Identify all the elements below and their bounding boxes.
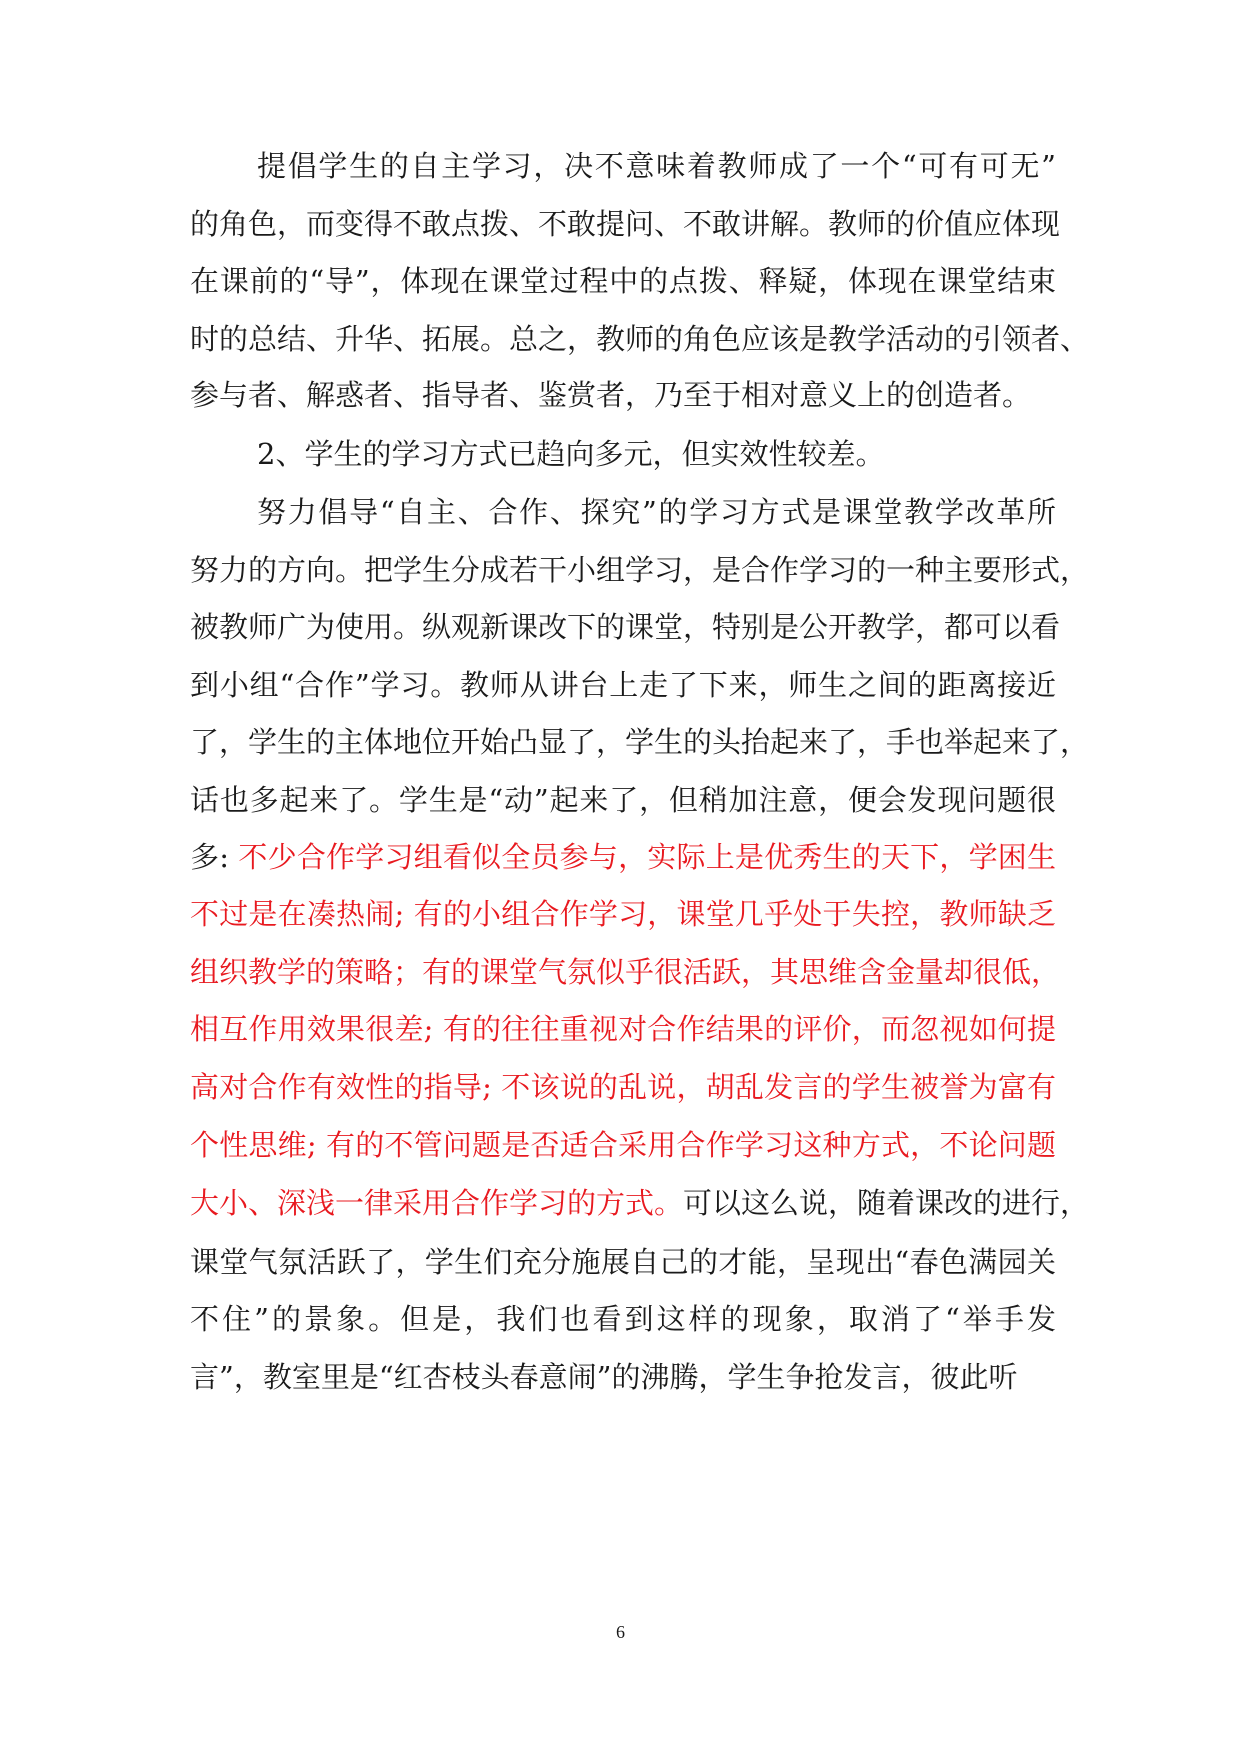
text-line: [190, 1120, 1056, 1170]
text-line: [190, 947, 1061, 997]
text-line: [190, 370, 1056, 420]
text-line: [190, 314, 1090, 364]
text-segment: 了，学生的主体地位开始凸显了，学生的头抬起来了，手也举起来了，: [190, 725, 1090, 759]
text-segment: 在课前的“导”，体现在课堂过程中的点拨、释疑，体现在课堂结束: [190, 264, 1056, 298]
text-line: [190, 545, 1090, 595]
text-segment: 时的总结、升华、拓展。总之，教师的角色应该是教学活动的引领者、: [190, 322, 1090, 356]
text-line: [190, 1237, 1056, 1287]
highlighted-text: 大小、深浅一律采用合作学习的方式。: [190, 1186, 684, 1220]
highlighted-text: 高对合作有效性的指导; 不该说的乱说，胡乱发言的学生被誉为富有: [190, 1070, 1056, 1104]
text-segment: 话也多起来了。学生是“动”起来了，但稍加注意，便会发现问题很: [190, 783, 1056, 817]
text-segment: 课堂气氛活跃了，学生们充分施展自己的才能，呈现出“春色满园关: [190, 1245, 1056, 1279]
highlighted-text: 组织教学的策略；有的课堂气氛似乎很活跃，其思维含金量却很低，: [190, 955, 1061, 989]
text-line: [190, 832, 1056, 882]
text-segment: 提倡学生的自主学习，决不意味着教师成了一个“可有可无”: [257, 149, 1056, 183]
text-segment: 可以这么说，随着课改的进行，: [683, 1186, 1090, 1220]
text-line: [257, 141, 1056, 191]
text-segment: 努力的方向。把学生分成若干小组学习，是合作学习的一种主要形式，: [190, 553, 1090, 587]
text-segment: 到小组“合作”学习。教师从讲台上走了下来，师生之间的距离接近: [190, 668, 1056, 702]
text-segment: 言”，教室里是“红杏枝头春意闹”的沸腾，学生争抢发言，彼此听: [190, 1360, 1018, 1394]
text-segment: 不住”的景象。但是，我们也看到这样的现象，取消了“举手发: [190, 1302, 1056, 1336]
text-line: [190, 889, 1056, 939]
text-line: [190, 1294, 1056, 1344]
text-line: [190, 1004, 1056, 1054]
text-line: [190, 660, 1056, 710]
text-segment: 参与者、解惑者、指导者、鉴赏者，乃至于相对意义上的创造者。: [190, 378, 1032, 412]
highlighted-text: 不少合作学习组看似全员参与，实际上是优秀生的天下，学困生: [238, 840, 1056, 874]
text-segment: 2、学生的学习方式已趋向多元，但实效性较差。: [257, 437, 885, 471]
text-line: [190, 775, 1056, 825]
highlighted-text: 不过是在凑热闹; 有的小组合作学习，课堂几乎处于失控，教师缺乏: [190, 897, 1056, 931]
text-line: [190, 1062, 1056, 1112]
text-segment: 努力倡导“自主、合作、探究”的学习方式是课堂教学改革所: [257, 495, 1056, 529]
text-line: [190, 602, 1061, 652]
text-line: [190, 717, 1090, 767]
highlighted-text: 相互作用效果很差; 有的往往重视对合作结果的评价，而忽视如何提: [190, 1012, 1056, 1046]
text-line: [190, 1178, 1090, 1228]
text-line: [190, 199, 1061, 249]
text-segment: 多:: [190, 840, 239, 874]
highlighted-text: 个性思维; 有的不管问题是否适合采用合作学习这种方式，不论问题: [190, 1128, 1056, 1162]
text-segment: 被教师广为使用。纵观新课改下的课堂，特别是公开教学，都可以看: [190, 610, 1061, 644]
text-line: [190, 1352, 1056, 1402]
text-line: [190, 256, 1056, 306]
page-number: 6: [616, 1622, 625, 1642]
text-line: [257, 429, 884, 479]
text-segment: 的角色，而变得不敢点拨、不敢提问、不敢讲解。教师的价值应体现: [190, 207, 1061, 241]
text-line: [257, 487, 1056, 537]
